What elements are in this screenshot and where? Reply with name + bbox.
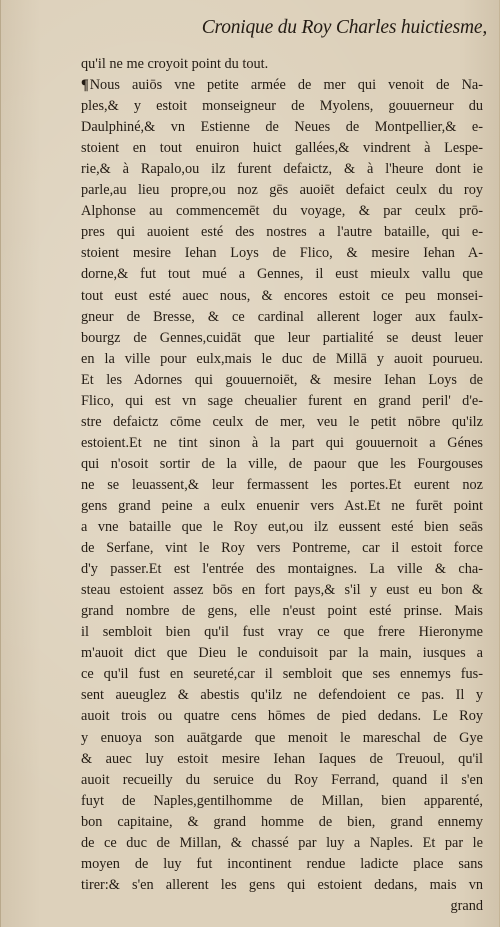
- text-line: pres qui auoient esté des nostres a l'autre bataille, qui e-: [81, 224, 483, 241]
- text-line: auoit recueilly du seruice du Roy Ferrand, quand il s'en: [81, 771, 483, 788]
- text-line: ce qu'il fust en seureté,car il sembloit que ses ennemys fus-: [81, 666, 483, 683]
- text-line: a vne bataille que le Roy eut,ou ilz eussent esté bien seās: [81, 519, 483, 536]
- text-line: estoient.Et ne tint sinon à la part qui gouuernoit a Génes: [81, 434, 483, 451]
- text-line: parle,au lieu propre,ou noz gēs auoiēt defaict ceulx du roy: [81, 182, 483, 199]
- text-line: tirer:& s'en allerent les gens qui estoient dedans, mais vn: [81, 876, 483, 893]
- text-line: tout eust esté auec nous, & encores estoit ce peu monsei-: [81, 287, 483, 304]
- text-line: fuyt de Naples,gentilhomme de Millan, bien apparenté,: [81, 792, 483, 809]
- text-line: ples,& y estoit monseigneur de Myolens, gouuerneur du: [81, 98, 483, 115]
- text-line: sent aueuglez & abestis qu'ilz ne defendoient ce pas. Il y: [81, 687, 483, 704]
- text-line: Daulphiné,& vn Estienne de Neues de Montpellier,& e-: [81, 119, 483, 136]
- text-line: Et les Adornes qui gouuernoiēt, & mesire Iehan Loys de: [81, 371, 483, 388]
- text-line-content: Nous auiōs vne petite armée de mer qui venoit de Na-: [89, 77, 483, 94]
- text-line: bon capitaine, & grand homme de bien, grand ennemy: [81, 813, 483, 830]
- text-line: moyen de luy fut incontinent rendue ladicte place sans: [81, 855, 483, 872]
- catchword: grand: [450, 897, 483, 914]
- text-line: steau estoient assez bōs en fort pays,& s'il y eust eu bon &: [81, 582, 483, 599]
- pilcrow-icon: ¶: [81, 77, 89, 94]
- text-line: rie,& à Rapalo,ou ilz furent defaictz, & à l'heure dont ie: [81, 161, 483, 178]
- text-line: grand nombre de gens, elle n'eust point esté prinse. Mais: [81, 603, 483, 620]
- text-line: gneur de Bresse, & ce cardinal allerent loger aux faulx-: [81, 308, 483, 325]
- running-head: Cronique du Roy Charles huictiesme,: [201, 17, 487, 38]
- text-line: y enuoya son auātgarde que menoit le mareschal de Gye: [81, 729, 483, 746]
- text-line: il sembloit bien qu'il fust vray ce que frere Hieronyme: [81, 624, 483, 641]
- text-line: qui n'osoit sortir de la ville, de paour que les Fourgouses: [81, 455, 483, 472]
- text-line: dorne,& fut tout mué a Gennes, il eust mieulx vallu que: [81, 266, 483, 283]
- text-line: stoient en tout enuiron huict gallées,& vindrent à Lespe-: [81, 140, 483, 157]
- text-line: de Serfane, vint le Roy vers Pontreme, car il estoit force: [81, 540, 483, 557]
- text-line: ne se leuassent,& leur fermassent les portes.Et eurent noz: [81, 476, 483, 493]
- text-line: & auec luy estoit mesire Iehan Iaques de Treuoul, qu'il: [81, 750, 483, 767]
- page-body-text: [81, 54, 483, 917]
- text-line: Flico, qui est vn sage cheualier furent en grand peril' d'e-: [81, 392, 483, 409]
- text-line: bourgz de Gennes,cuidāt que leur partialité se deust leuer: [81, 329, 483, 346]
- text-line: d'y passer.Et est l'entrée des montaignes. La ville & cha-: [81, 561, 483, 578]
- text-line: Alphonse au commencemēt du voyage, & par ceulx prō-: [81, 203, 483, 220]
- text-line: auoit trois ou quatre cens hōmes de pied dedans. Le Roy: [81, 708, 483, 725]
- text-line: gens grand peine a eulx enuenir vers Ast.Et ne furēt point: [81, 497, 483, 514]
- text-line: stoient mesire Iehan Loys de Flico, & mesire Iehan A-: [81, 245, 483, 262]
- text-line: stre defaictz cōme ceulx de mer, veu le petit nōbre qu'ilz: [81, 413, 483, 430]
- text-line: [81, 75, 483, 96]
- text-line: qu'il ne me croyoit point du tout.: [81, 56, 269, 72]
- text-line: de ce duc de Millan, & chassé par luy a Naples. Et par le: [81, 834, 483, 851]
- text-line: m'auoit dict que Dieu le conduisoit par la main, iusques a: [81, 645, 483, 662]
- text-line: en la ville pour eulx,mais le duc de Millā y auoit pourueu.: [81, 350, 483, 367]
